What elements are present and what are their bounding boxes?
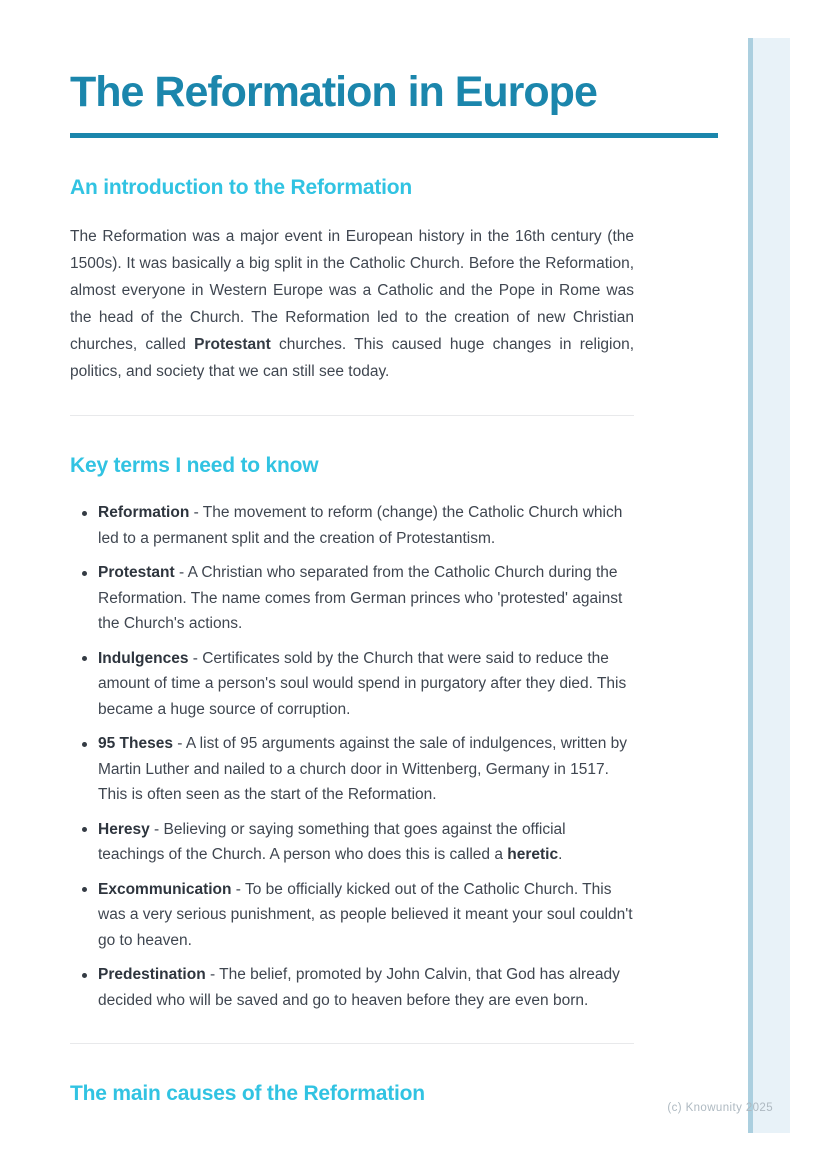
key-terms-list bbox=[70, 500, 634, 1013]
key-term-name: Predestination bbox=[98, 966, 206, 984]
key-term-definition: - To be officially kicked out of the Catholic Church. This was a very serious punishment, as people believed it meant your soul couldn't go to heaven. bbox=[98, 880, 633, 949]
right-accent-strip bbox=[748, 38, 790, 1133]
key-term-definition: - The movement to reform (change) the Catholic Church which led to a permanent split and the creation of Protestantism. bbox=[98, 504, 623, 547]
section-main-causes bbox=[70, 1081, 634, 1107]
key-term-definition: - A Christian who separated from the Catholic Church during the Reformation. The name comes from German princes who 'protested' against the Church's actions. bbox=[98, 564, 623, 633]
key-term-definition: - Certificates sold by the Church that were said to reduce the amount of time a person's soul would spend in purgatory after they died. This became a huge source of corruption. bbox=[98, 649, 627, 718]
key-term-name: 95 Theses bbox=[98, 735, 173, 753]
key-term-name: Protestant bbox=[98, 564, 175, 582]
section-introduction bbox=[70, 175, 634, 385]
section-key-terms bbox=[70, 453, 634, 1013]
document-content bbox=[70, 0, 634, 1107]
key-term-item-reformation bbox=[70, 500, 634, 551]
key-term-item-excommunication bbox=[70, 877, 634, 954]
copyright-watermark: (c) Knowunity 2025 bbox=[667, 1102, 773, 1114]
key-term-item-protestant bbox=[70, 560, 634, 637]
key-term-definition-end: . bbox=[558, 846, 563, 864]
page-title: The Reformation in Europe bbox=[70, 68, 597, 116]
key-term-definition: - A list of 95 arguments against the sale of indulgences, written by Martin Luther and nailed to a church door in Wittenberg, Germany in 1517. This is often seen as the start of the Reformation. bbox=[98, 735, 628, 804]
section-heading-main-causes: The main causes of the Reformation bbox=[70, 1082, 425, 1106]
key-term-name: Indulgences bbox=[98, 649, 189, 667]
intro-text-after: churches. This caused huge changes in religion, politics, and society that we can still see today. bbox=[70, 336, 634, 381]
key-term-definition: - The belief, promoted by John Calvin, that God has already decided who will be saved and go to heaven before they are even born. bbox=[98, 966, 620, 1009]
key-term-name: Heresy bbox=[98, 820, 150, 838]
key-term-inline-bold-heretic: heretic bbox=[507, 846, 559, 864]
key-term-name: Reformation bbox=[98, 504, 190, 522]
key-term-item-heresy bbox=[70, 817, 634, 868]
key-term-name: Excommunication bbox=[98, 880, 232, 898]
key-term-item-indulgences bbox=[70, 646, 634, 723]
intro-bold-protestant: Protestant bbox=[194, 336, 271, 354]
key-term-item-95-theses bbox=[70, 731, 634, 808]
section-divider-2 bbox=[70, 1043, 634, 1044]
key-term-definition: - Believing or saying something that goes against the official teachings of the Church. A person who does this is called a bbox=[98, 820, 566, 864]
section-heading-introduction: An introduction to the Reformation bbox=[70, 176, 412, 200]
intro-text-before: The Reformation was a major event in European history in the 16th century (the 1500s). It was basically a big split in the Catholic Church. Before the Reformation, almost everyone in Western Europe was a Catholic and the Pope in Rome was the head of the Church. The Reformation led to the creation of new Christian churches, called bbox=[70, 228, 634, 354]
title-underline-rule bbox=[70, 133, 718, 138]
intro-paragraph bbox=[70, 223, 634, 385]
key-term-item-predestination bbox=[70, 962, 634, 1013]
section-heading-key-terms: Key terms I need to know bbox=[70, 454, 319, 478]
section-divider-1 bbox=[70, 415, 634, 416]
